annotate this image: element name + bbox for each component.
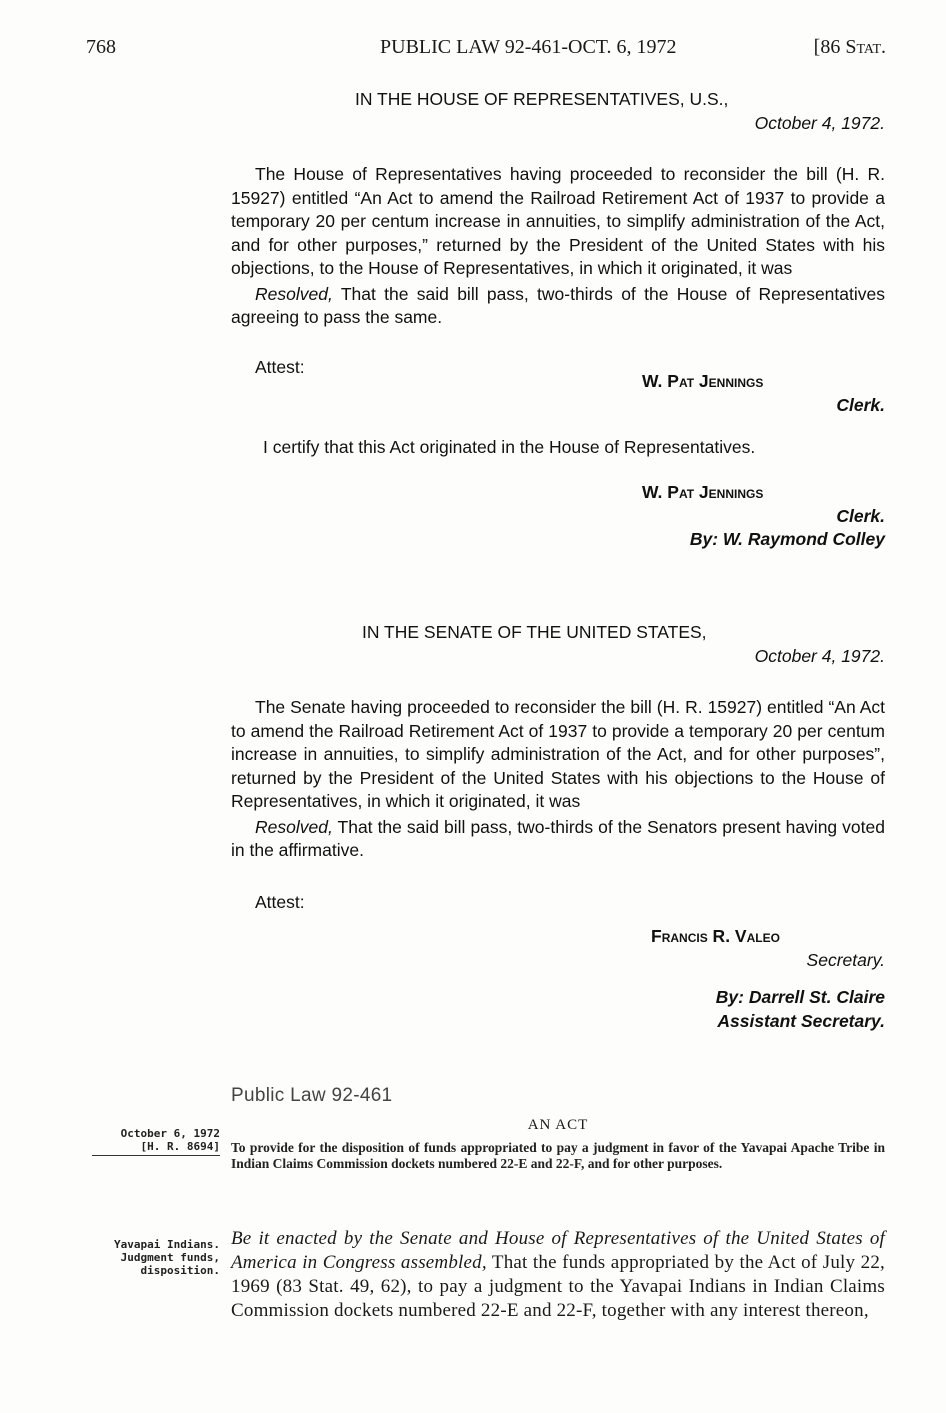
house-resolved-label: Resolved, bbox=[255, 283, 333, 304]
certify-signer: W. Pat Jennings bbox=[642, 482, 764, 502]
public-law-label: Public Law 92-461 bbox=[231, 1085, 393, 1106]
side-note-2: Judgment funds, bbox=[120, 1251, 220, 1264]
senate-resolved-label: Resolved, bbox=[255, 816, 333, 837]
senate-by-title: Assistant Secretary. bbox=[717, 1010, 885, 1031]
certify-text: I certify that this Act originated in the House of Representatives. bbox=[263, 437, 756, 457]
house-body bbox=[231, 163, 885, 330]
house-heading-block bbox=[231, 88, 885, 135]
side-note-1: Yavapai Indians. bbox=[114, 1238, 220, 1251]
house-paragraph: The House of Representatives having proceeded to reconsider the bill (H. R. 15927) entitled “An Act to amend the Railroad Retirement Act of 1937 to provide a temporary 20 per centum increase in annuities, to simplify administration of the Act, and for other purposes,” returned by the President of the United States with his objections, to the House of Representatives, in which it originated, it was bbox=[231, 164, 885, 278]
senate-attest-block bbox=[231, 891, 885, 1033]
house-date: October 4, 1972. bbox=[754, 112, 885, 133]
senate-resolved-text: That the said bill pass, two-thirds of the Senators present having voted in the affirmative. bbox=[231, 816, 885, 860]
stat-reference: [86 Stat. bbox=[813, 36, 886, 58]
margin-rule bbox=[92, 1155, 220, 1156]
house-signer-title: Clerk. bbox=[836, 394, 885, 415]
house-attest-block bbox=[231, 356, 885, 417]
house-heading: IN THE HOUSE OF REPRESENTATIVES, U.S., bbox=[355, 89, 729, 109]
house-signer: W. Pat Jennings bbox=[642, 371, 764, 391]
house-resolved-text: That the said bill pass, two-thirds of the House of Representatives agreeing to pass the same. bbox=[231, 283, 885, 327]
certification bbox=[231, 436, 885, 460]
enacting-clause bbox=[231, 1227, 885, 1323]
certify-signature-block bbox=[231, 481, 885, 552]
page-header bbox=[86, 36, 886, 66]
senate-body bbox=[231, 696, 885, 863]
senate-by: By: Darrell St. Claire bbox=[715, 987, 885, 1007]
act-title: To provide for the disposition of funds appropriated to pay a judgment in favor of the Yavapai Apache Tribe in Indian Claims Commission dockets numbered 22-E and 22-F, and for other purposes. bbox=[231, 1140, 885, 1171]
side-date: October 6, 1972 bbox=[120, 1127, 220, 1140]
senate-heading-block bbox=[231, 621, 885, 668]
certify-by: By: W. Raymond Colley bbox=[689, 529, 885, 549]
page-number: 768 bbox=[86, 36, 116, 58]
senate-paragraph: The Senate having proceeded to reconsider the bill (H. R. 15927) entitled “An Act to amend the Railroad Retirement Act of 1937 to provide a temporary 20 per centum increase in annuities, to simplify administration of the Act, and for other purposes”, returned by the President of the United States with his objections to the House of Representatives, in which it originated, it was bbox=[231, 697, 885, 811]
side-bill: [H. R. 8694] bbox=[140, 1140, 220, 1153]
house-attest: Attest: bbox=[255, 357, 305, 377]
senate-signer: Francis R. Valeo bbox=[651, 926, 780, 946]
margin-date bbox=[60, 1127, 220, 1153]
enacting-formula: Be it enacted by the Senate and House of Representatives of the United States of America in Congress assembled, bbox=[231, 1228, 885, 1273]
senate-heading: IN THE SENATE OF THE UNITED STATES, bbox=[362, 622, 707, 642]
enacting-text: That the funds appropriated by the Act of July 22, 1969 (83 Stat. 49, 62), to pay a judgment to the Yavapai Indians in Indian Claims Commission dockets numbered 22-E and 22-F, together with any interest thereon, bbox=[231, 1252, 886, 1321]
margin-note-yavapai bbox=[60, 1238, 220, 1277]
certify-signer-title: Clerk. bbox=[836, 505, 885, 526]
senate-date: October 4, 1972. bbox=[754, 645, 885, 666]
an-act-heading: AN ACT bbox=[527, 1117, 589, 1133]
senate-resolution bbox=[231, 816, 885, 863]
house-resolution bbox=[231, 283, 885, 330]
senate-attest: Attest: bbox=[255, 892, 305, 912]
side-note-3: disposition. bbox=[140, 1264, 220, 1277]
running-title: PUBLIC LAW 92-461-OCT. 6, 1972 bbox=[380, 36, 677, 58]
senate-signer-title: Secretary. bbox=[806, 949, 885, 970]
